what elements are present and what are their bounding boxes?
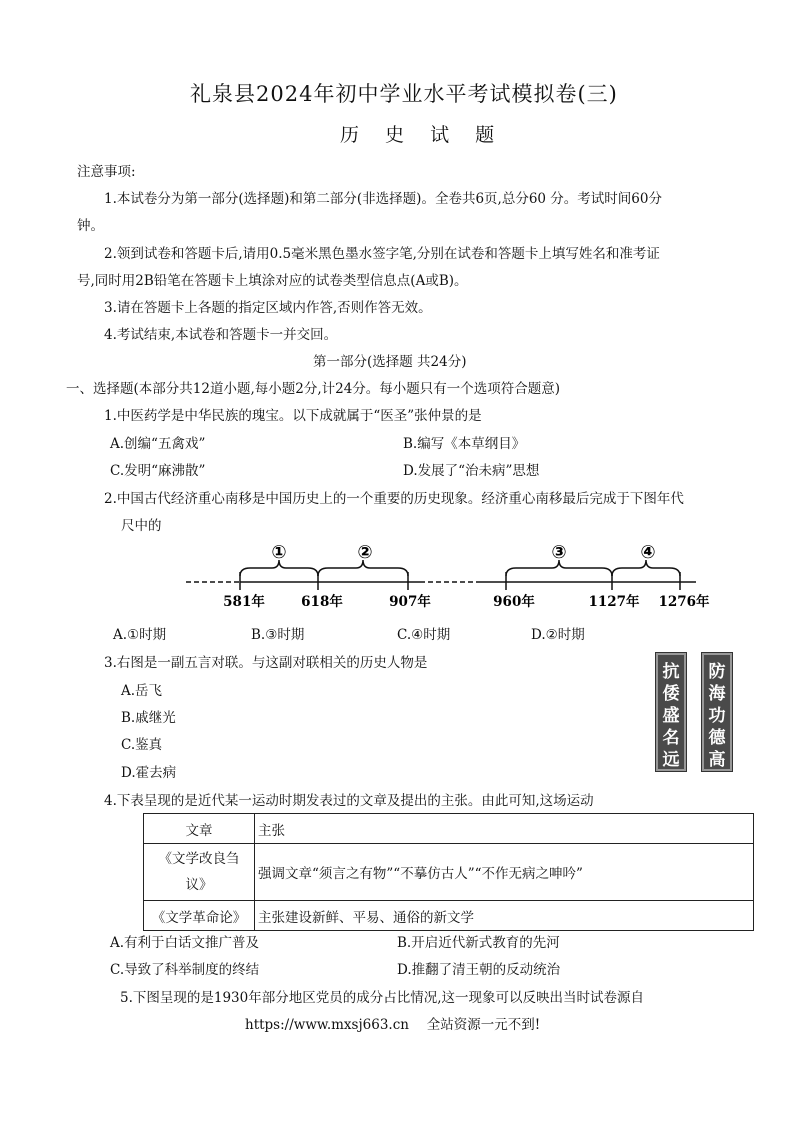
q4-stem: 4.下表呈现的是近代某一运动时期发表过的文章及提出的主张。由此可知,这场运动	[104, 793, 594, 809]
notice-item-2: 2.领到试卷和答题卡后,请用0.5毫米黑色墨水签字笔,分别在试卷和答题卡上填写姓名和准考证	[104, 246, 660, 262]
table-header-article: 文章	[144, 814, 255, 844]
footer-link[interactable]: https://www.mxsj663.cn 全站资源一元不到!	[245, 1017, 541, 1033]
couplet-left-text: 抗倭盛名远	[662, 662, 680, 770]
exam-title: 礼泉县2024年初中学业水平考试模拟卷(三)	[190, 82, 618, 106]
table-cell-claim-1: 强调文章“须言之有物”“不摹仿古人”“不作无病之呻吟”	[255, 844, 754, 901]
q4-option-b: B.开启近代新式教育的先河	[397, 935, 560, 951]
q1-option-a: A.创编“五禽戏”	[110, 436, 206, 452]
notice-item-1-cont: 钟。	[77, 218, 104, 234]
notice-item-4: 4.考试结束,本试卷和答题卡一并交回。	[104, 327, 338, 343]
exam-subtitle: 历 史 试 题	[340, 124, 505, 146]
table-row	[144, 844, 754, 901]
year-label-1276: 1276年	[658, 594, 710, 610]
q2-stem-cont: 尺中的	[121, 518, 162, 534]
q4-option-a: A.有利于白话文推广普及	[110, 935, 260, 951]
q5-stem: 5.下图呈现的是1930年部分地区党员的成分占比情况,这一现象可以反映出当时试卷源自	[120, 990, 645, 1006]
q1-option-d: D.发展了“治未病”思想	[403, 463, 540, 479]
notice-item-3: 3.请在答题卡上各题的指定区域内作答,否则作答无效。	[104, 300, 432, 316]
q4-option-c: C.导致了科举制度的终结	[110, 962, 260, 978]
period-label-2: ②	[357, 542, 373, 563]
part1-heading: 第一部分(选择题 共24分)	[313, 354, 467, 370]
year-label-907: 907年	[389, 594, 431, 610]
article-1-line2: 议》	[185, 877, 213, 893]
timeline-diagram	[180, 540, 720, 620]
q2-stem: 2.中国古代经济重心南移是中国历史上的一个重要的历史现象。经济重心南移最后完成于下图年代	[104, 491, 684, 507]
section-heading: 一、选择题(本部分共12道小题,每小题2分,计24分。每小题只有一个选项符合题意)	[66, 381, 561, 397]
year-label-581: 581年	[223, 594, 265, 610]
q2-option-c: C.④时期	[397, 627, 451, 643]
year-label-1127: 1127年	[588, 594, 640, 610]
notice-item-2-cont: 号,同时用2B铅笔在答题卡上填涂对应的试卷类型信息点(A或B)。	[77, 273, 468, 289]
q3-stem: 3.右图是一副五言对联。与这副对联相关的历史人物是	[104, 655, 428, 671]
q1-stem: 1.中医药学是中华民族的瑰宝。以下成就属于“医圣”张仲景的是	[104, 408, 482, 424]
q2-option-d: D.②时期	[531, 627, 585, 643]
q4-table	[143, 813, 754, 931]
couplet-right-text: 防海功德高	[708, 662, 726, 770]
table-cell-article-2: 《文学革命论》	[144, 901, 255, 931]
article-1-line1: 《文学改良刍	[158, 851, 240, 867]
q4-option-d: D.推翻了清王朝的反动统治	[397, 962, 561, 978]
table-cell-article-1	[144, 844, 255, 901]
notice-heading: 注意事项:	[77, 164, 136, 180]
q3-option-d: D.霍去病	[121, 765, 177, 781]
year-label-960: 960年	[493, 594, 535, 610]
table-header-row	[144, 814, 754, 844]
period-label-1: ①	[271, 542, 287, 563]
period-label-4: ④	[640, 542, 656, 563]
q3-option-b: B.戚继光	[121, 710, 176, 726]
table-cell-claim-2: 主张建设新鲜、平易、通俗的新文学	[255, 901, 754, 931]
year-label-618: 618年	[301, 594, 343, 610]
couplet-left-scroll	[656, 653, 686, 771]
q3-option-a: A.岳飞	[121, 683, 163, 699]
q1-option-b: B.编写《本草纲目》	[403, 436, 526, 452]
q1-option-c: C.发明“麻沸散”	[110, 463, 206, 479]
couplet-right-scroll	[702, 653, 732, 771]
q3-option-c: C.鉴真	[121, 737, 163, 753]
table-row	[144, 901, 754, 931]
table-header-claim: 主张	[255, 814, 754, 844]
period-label-3: ③	[551, 542, 567, 563]
q2-option-b: B.③时期	[251, 627, 305, 643]
notice-item-1: 1.本试卷分为第一部分(选择题)和第二部分(非选择题)。全卷共6页,总分60 分。考试时间60分	[104, 191, 662, 207]
q2-option-a: A.①时期	[113, 627, 167, 643]
